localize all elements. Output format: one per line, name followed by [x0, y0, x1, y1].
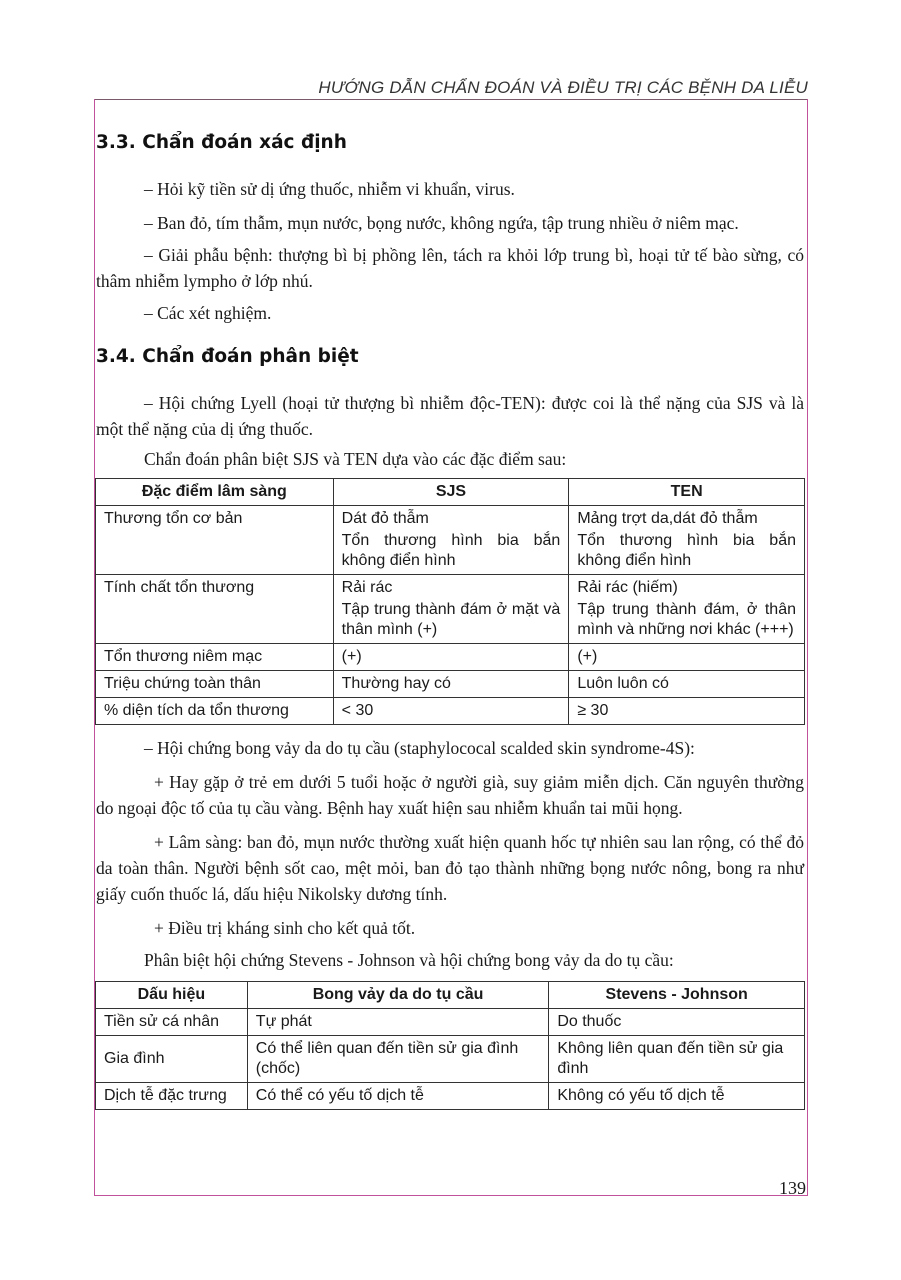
table-cell: Gia đình	[96, 1036, 248, 1083]
table-header-cell: SJS	[333, 479, 569, 506]
s4-paragraph: – Hội chứng bong vảy da do tụ cầu (staphylococal scalded skin syndrome-4S):	[144, 738, 695, 758]
table-cell	[569, 575, 805, 644]
header-rule	[94, 99, 808, 100]
table-cell: Có thể liên quan đến tiền sử gia đình (chốc)	[247, 1036, 549, 1083]
cell-line: Tổn thương hình bia bắn không điển hình	[577, 532, 796, 569]
table-header-row	[96, 982, 805, 1009]
cell-line: Rải rác	[341, 579, 393, 596]
table-cell: Tự phát	[247, 1009, 549, 1036]
page-frame-right	[807, 99, 808, 1195]
table-row	[96, 1009, 805, 1036]
table-cell: < 30	[333, 698, 569, 725]
table-cell: ≥ 30	[569, 698, 805, 725]
table-cell: % diện tích da tổn thương	[96, 698, 334, 725]
table-cell	[333, 506, 569, 575]
table-cell: Tính chất tổn thương	[96, 575, 334, 644]
list-item: – Ban đỏ, tím thẫm, mụn nước, bọng nước, không ngứa, tập trung nhiều ở niêm mạc.	[144, 213, 739, 233]
table-row	[96, 1083, 805, 1110]
table-row	[96, 575, 805, 644]
s4-item: + Hay gặp ở trẻ em dưới 5 tuổi hoặc ở người già, suy giảm miễn dịch. Căn nguyên thường do ngoại độc tố của tụ cầu vàng. Bệnh hay xuất hiện sau nhiễm khuẩn tai mũi họng.	[96, 772, 804, 818]
table-cell: Tiền sử cá nhân	[96, 1009, 248, 1036]
cell-line: Dát đỏ thẫm	[341, 510, 429, 527]
table-cell: Thường hay có	[333, 671, 569, 698]
table-cell: Không có yếu tố dịch tễ	[549, 1083, 805, 1110]
section-heading-3-3: 3.3. Chẩn đoán xác định	[96, 132, 347, 153]
table-cell	[569, 506, 805, 575]
page-number: 139	[779, 1178, 806, 1198]
table-cell: (+)	[333, 644, 569, 671]
sjs-ten-table	[95, 478, 805, 725]
table2-intro: Phân biệt hội chứng Stevens - Johnson và hội chứng bong vảy da do tụ cầu:	[144, 950, 674, 970]
page-frame-bottom	[94, 1195, 808, 1196]
page-body	[96, 130, 804, 1110]
cell-line: Tập trung thành đám, ở thân mình và những nơi khác (+++)	[577, 601, 796, 638]
s4-item: + Lâm sàng: ban đỏ, mụn nước thường xuất hiện quanh hốc tự nhiên sau lan rộng, có thể đỏ da toàn thân. Người bệnh sốt cao, mệt mỏi, ban đỏ tạo thành những bọng nước nông, bong ra như giấy cuốn thuốc lá, dấu hiệu Nikolsky dương tính.	[96, 832, 804, 904]
table-cell: Thương tổn cơ bản	[96, 506, 334, 575]
list-item: – Hỏi kỹ tiền sử dị ứng thuốc, nhiễm vi khuẩn, virus.	[144, 179, 515, 199]
table-cell: Do thuốc	[549, 1009, 805, 1036]
sjs-4s-table	[95, 981, 805, 1110]
table-row	[96, 506, 805, 575]
s4-item: + Điều trị kháng sinh cho kết quả tốt.	[154, 918, 416, 938]
lyell-paragraph: – Hội chứng Lyell (hoại tử thượng bì nhiễm độc-TEN): được coi là thể nặng của SJS và là một thể nặng của dị ứng thuốc.	[96, 393, 804, 439]
list-item: – Giải phẫu bệnh: thượng bì bị phồng lên, tách ra khỏi lớp trung bì, hoại tử tế bào sừng, có thâm nhiễm lympho ở lớp nhú.	[96, 245, 804, 291]
table-cell	[333, 575, 569, 644]
table-cell: Tổn thương niêm mạc	[96, 644, 334, 671]
table-cell: (+)	[569, 644, 805, 671]
table-header-cell: TEN	[569, 479, 805, 506]
table-header-cell: Dấu hiệu	[96, 982, 248, 1009]
cell-line: Rải rác (hiếm)	[577, 579, 678, 596]
table-cell: Có thể có yếu tố dịch tễ	[247, 1083, 549, 1110]
table-header-cell: Đặc điểm lâm sàng	[96, 479, 334, 506]
table-header-row	[96, 479, 805, 506]
table-row	[96, 671, 805, 698]
table-cell: Triệu chứng toàn thân	[96, 671, 334, 698]
table-cell: Dịch tễ đặc trưng	[96, 1083, 248, 1110]
cell-line: Mảng trợt da,dát đỏ thẫm	[577, 510, 758, 527]
table-row	[96, 644, 805, 671]
table1-intro: Chẩn đoán phân biệt SJS và TEN dựa vào các đặc điểm sau:	[144, 449, 567, 469]
table-header-cell: Bong vảy da do tụ cầu	[247, 982, 549, 1009]
running-header: HƯỚNG DẪN CHẨN ĐOÁN VÀ ĐIỀU TRỊ CÁC BỆNH DA LIỄU	[318, 78, 808, 97]
table-cell: Không liên quan đến tiền sử gia đình	[549, 1036, 805, 1083]
table-row	[96, 1036, 805, 1083]
cell-line: Tập trung thành đám ở mặt và thân mình (+)	[341, 601, 561, 638]
section-heading-3-4: 3.4. Chẩn đoán phân biệt	[96, 346, 359, 367]
list-item: – Các xét nghiệm.	[144, 303, 272, 323]
cell-line: Tổn thương hình bia bắn không điển hình	[341, 532, 561, 569]
table-row	[96, 698, 805, 725]
table-cell: Luôn luôn có	[569, 671, 805, 698]
table-header-cell: Stevens - Johnson	[549, 982, 805, 1009]
